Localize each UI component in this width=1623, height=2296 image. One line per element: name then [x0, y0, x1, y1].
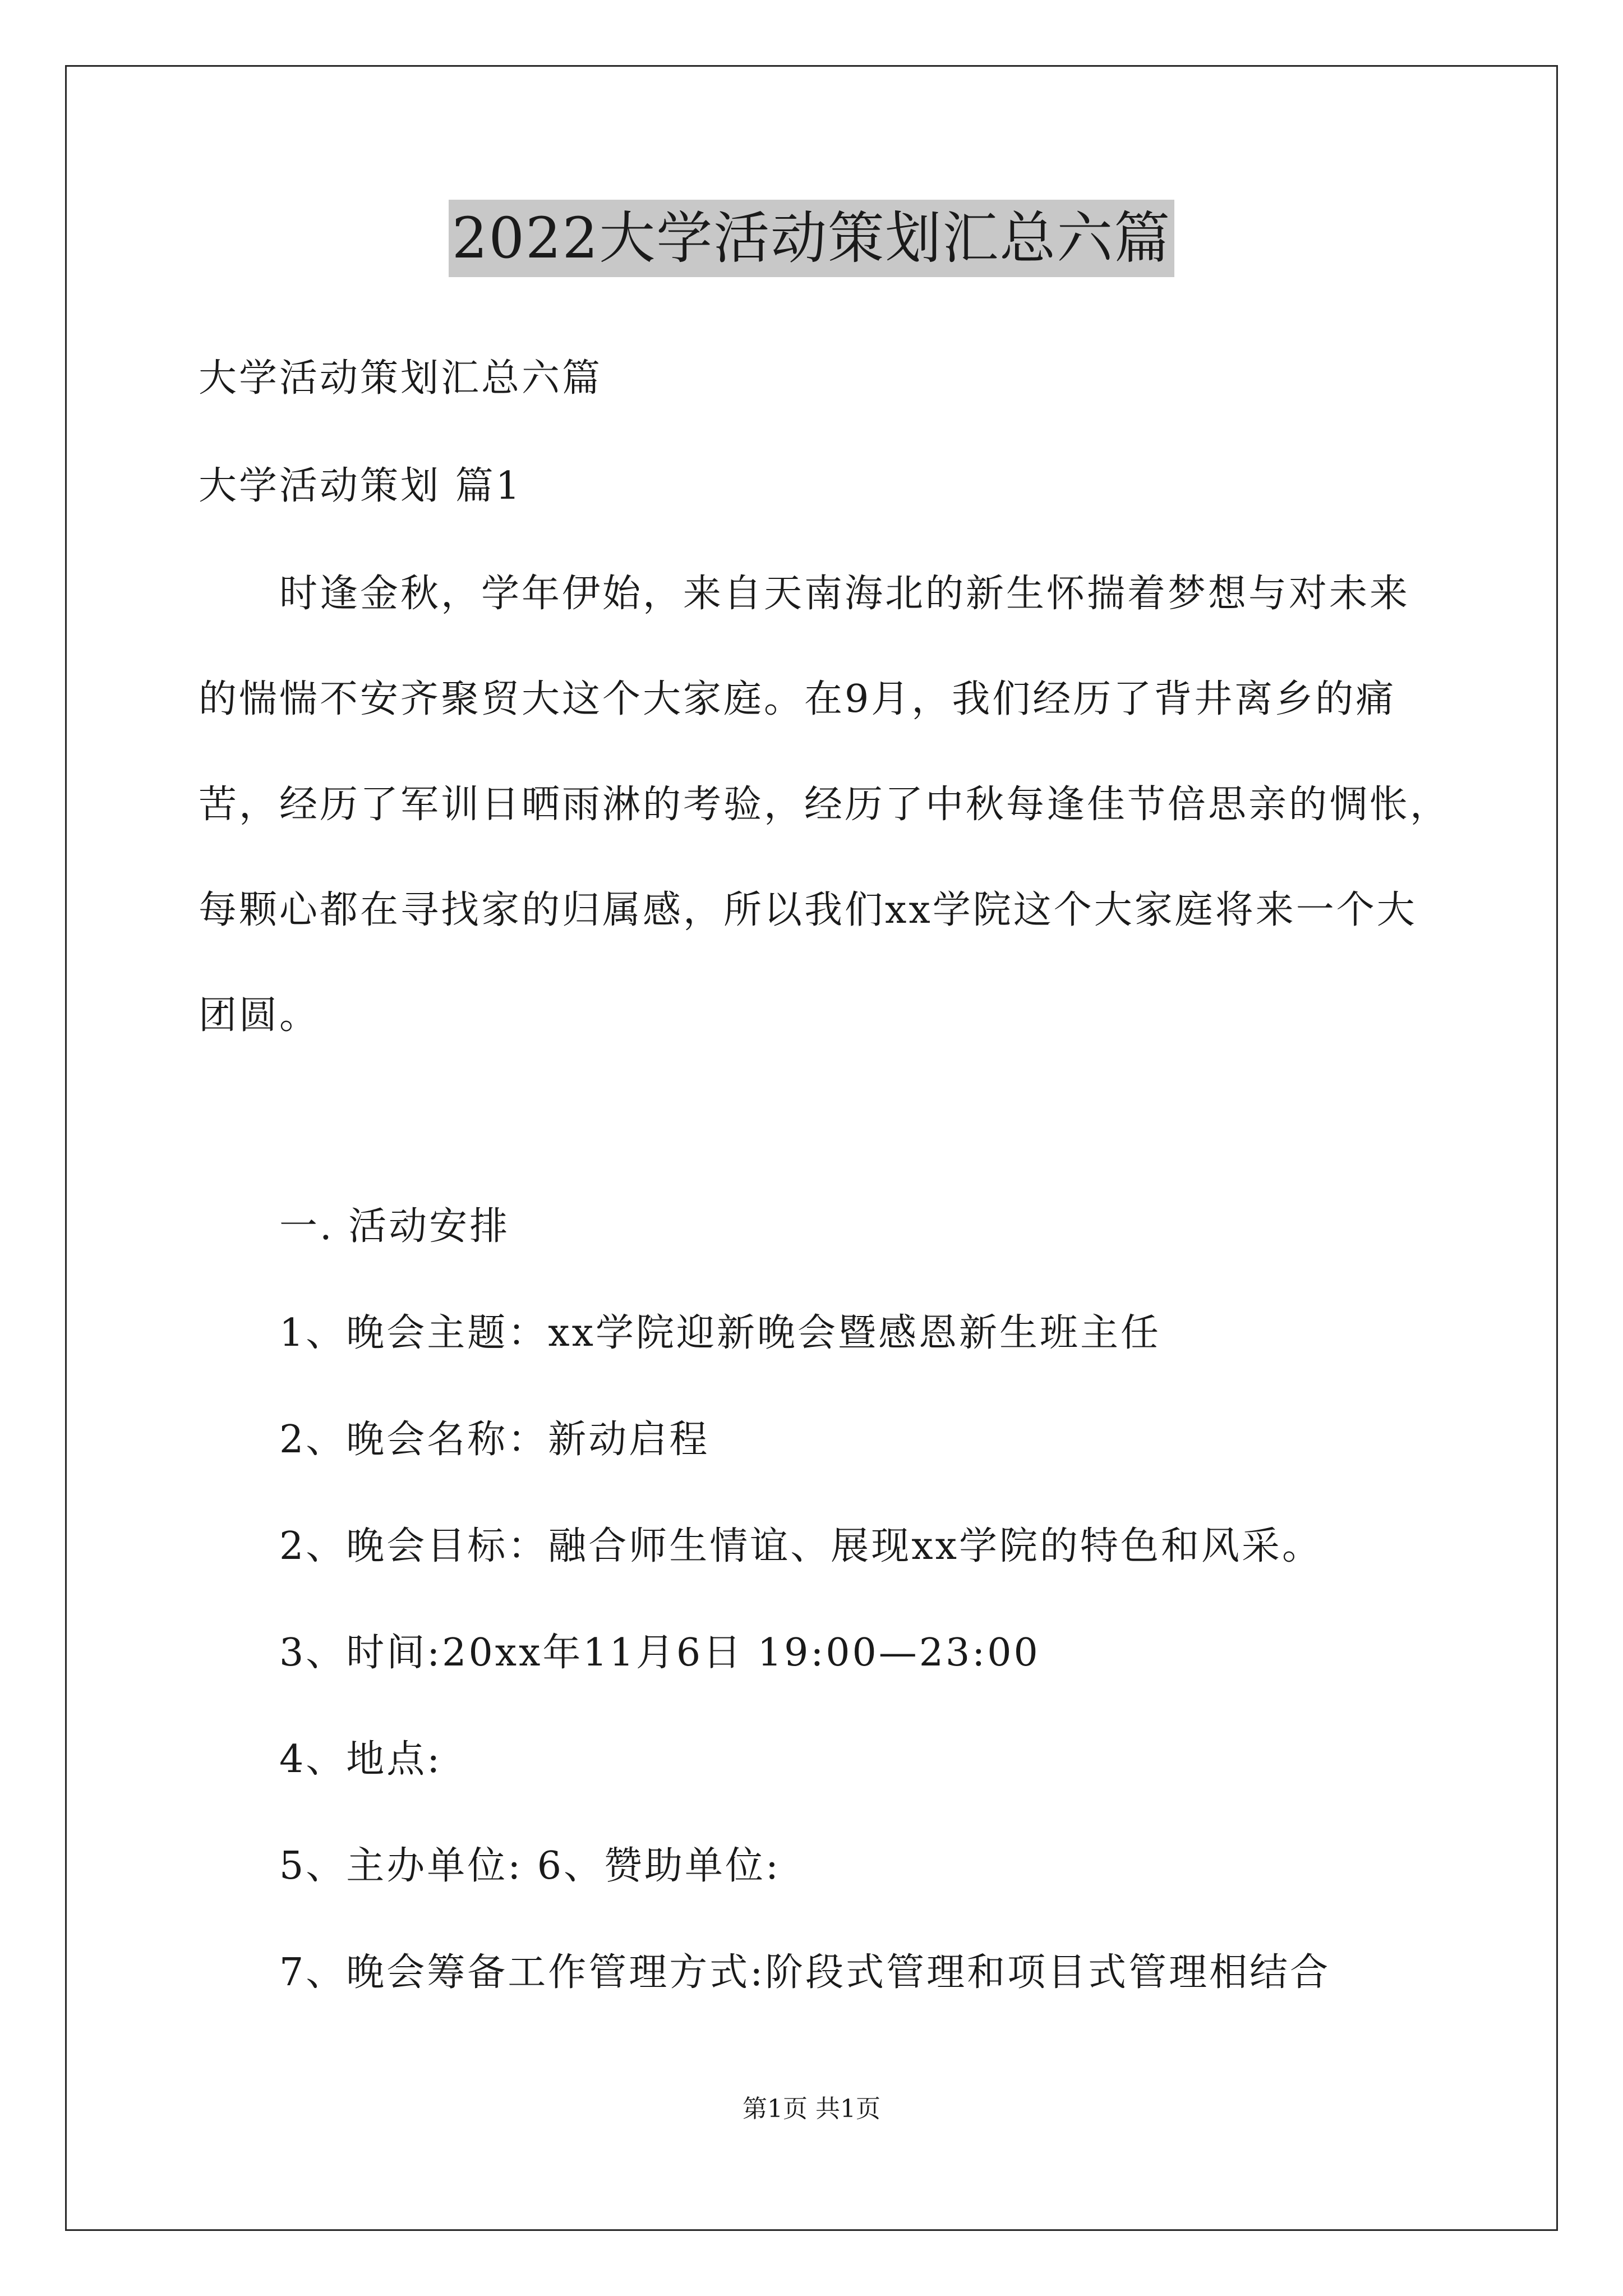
list-item: 4、地点:	[279, 1737, 442, 1782]
paragraph-line: 的惴惴不安齐聚贸大这个大家庭。在9月，我们经历了背井离乡的痛	[199, 677, 1396, 721]
paragraph-line: 每颗心都在寻找家的归属感，所以我们xx学院这个大家庭将来一个大	[199, 888, 1417, 932]
subtitle: 大学活动策划汇总六篇	[199, 356, 603, 401]
paragraph-line: 苦，经历了军训日晒雨淋的考验，经历了中秋每逢佳节倍思亲的惆怅，	[199, 783, 1451, 827]
paragraph-line: 时逢金秋，学年伊始，来自天南海北的新生怀揣着梦想与对未来	[279, 572, 1410, 616]
page-footer: 第1页 共1页	[743, 2095, 880, 2123]
list-item: 2、晚会目标：融合师生情谊、展现xx学院的特色和风采。	[279, 1524, 1322, 1568]
list-heading: 一. 活动安排	[279, 1204, 510, 1249]
list-item: 7、晚会筹备工作管理方式:阶段式管理和项目式管理相结合	[279, 1950, 1331, 1995]
paragraph-line: 团圆。	[199, 993, 320, 1038]
document-title: 2022大学活动策划汇总六篇	[449, 200, 1175, 277]
list-item: 2、晚会名称：新动启程	[279, 1418, 710, 1462]
section-heading: 大学活动策划 篇1	[199, 464, 522, 508]
list-item: 5、主办单位: 6、赞助单位:	[279, 1844, 781, 1888]
list-item: 1、晚会主题：xx学院迎新晚会暨感恩新生班主任	[279, 1311, 1161, 1355]
title-container	[0, 200, 1623, 277]
list-item: 3、时间:20xx年11月6日 19:00—23:00	[279, 1631, 1040, 1675]
